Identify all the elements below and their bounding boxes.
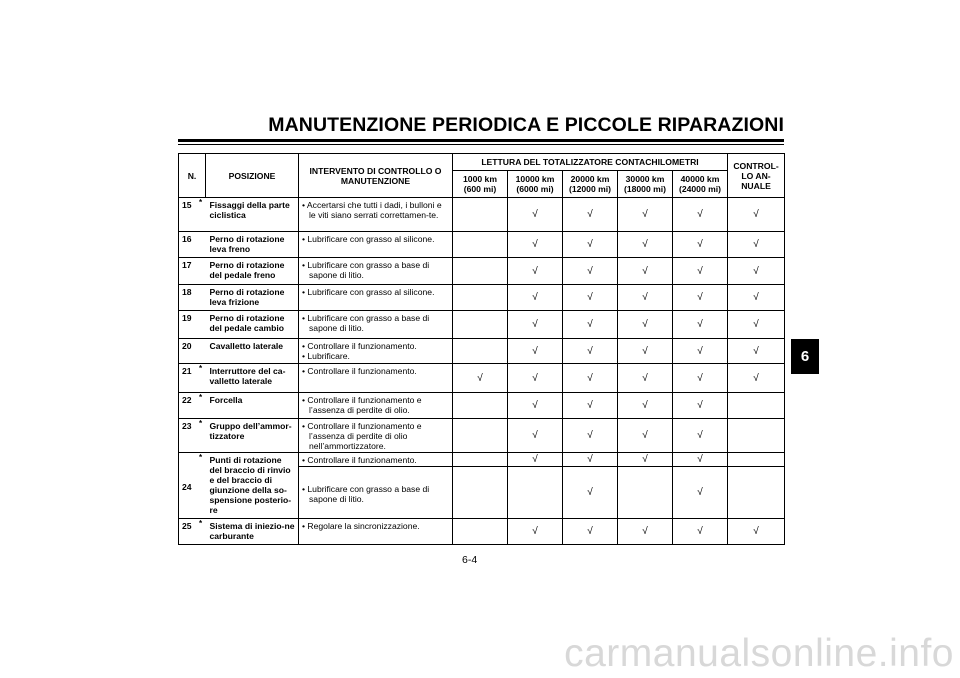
row-number [179,519,206,545]
row-position: Cavalletto laterale [206,339,299,364]
interval-km: 1000 km [463,174,497,184]
table-row [179,339,785,364]
empty-cell [453,453,508,467]
row-position: Perno di rotazione del pedale freno [206,258,299,285]
row-asterisk: * [199,198,203,207]
check-mark: √ [673,339,728,364]
intervention-cell [299,198,453,232]
row-number-text: 15 [182,200,192,210]
check-mark: √ [673,453,728,467]
empty-cell [618,467,673,519]
check-mark: √ [563,258,618,285]
row-position: Gruppo dell’ammor-tizzatore [206,419,299,453]
intervention-cell [299,467,453,519]
intervention-item: • Controllare il funzionamento e l’assenza di perdite di olio nell’ammortizzatore. [302,421,422,451]
row-number [179,393,206,419]
check-mark: √ [508,393,563,419]
interval-km: 20000 km [570,174,610,184]
check-mark: √ [673,393,728,419]
watermark: carmanualsonline.info [564,632,954,675]
row-number [179,419,206,453]
check-mark: √ [563,232,618,258]
row-position: Perno di rotazione leva frizione [206,285,299,311]
maintenance-table [178,153,785,545]
check-mark: √ [618,519,673,545]
intervention-cell [299,311,453,339]
row-number [179,232,206,258]
intervention-cell [299,339,453,364]
row-position: Perno di rotazione leva freno [206,232,299,258]
check-mark: √ [728,198,785,232]
table-row [179,364,785,393]
page-number: 6-4 [462,554,478,566]
check-mark: √ [728,258,785,285]
header-position: POSIZIONE [206,154,299,198]
table-row [179,232,785,258]
table-row [179,519,785,545]
check-mark: √ [563,311,618,339]
intervention-item: • Lubrificare con grasso a base di sapone di litio. [302,483,430,504]
row-number-text: 21 [182,366,192,376]
interval-mi: (24000 mi) [678,184,722,194]
empty-cell [728,393,785,419]
check-mark: √ [508,364,563,393]
interval-mi: (18000 mi) [623,184,667,194]
row-number-text: 23 [182,421,192,431]
row-number [179,339,206,364]
check-mark: √ [563,393,618,419]
intervention-item: • Lubrificare con grasso al silicone. [302,287,435,297]
row-asterisk: * [199,364,203,373]
check-mark: √ [673,285,728,311]
check-mark: √ [728,364,785,393]
check-mark: √ [618,393,673,419]
intervention-item: • Controllare il funzionamento e l’assenza di perdite di olio. [302,395,422,415]
row-number-text: 17 [182,260,192,270]
intervention-cell [299,232,453,258]
check-mark: √ [673,519,728,545]
check-mark: √ [728,232,785,258]
chapter-tab: 6 [791,339,819,374]
row-asterisk: * [199,519,203,528]
table-row [179,419,785,453]
check-mark: √ [728,311,785,339]
empty-cell [453,467,508,519]
row-position: Interruttore del ca-valletto laterale [206,364,299,393]
check-mark: √ [673,311,728,339]
intervention-item: • Lubrificare con grasso al silicone. [302,234,435,244]
check-mark: √ [508,258,563,285]
header-interval [453,171,508,198]
row-number-text: 25 [182,521,192,531]
empty-cell [453,232,508,258]
check-mark: √ [508,285,563,311]
header-interval [563,171,618,198]
header-n: N. [179,154,206,198]
check-mark: √ [618,198,673,232]
header-interval [673,171,728,198]
empty-cell [453,339,508,364]
table-row [179,198,785,232]
intervention-cell [299,258,453,285]
check-mark: √ [673,232,728,258]
empty-cell [508,467,563,519]
check-mark: √ [673,467,728,519]
row-number [179,364,206,393]
check-mark: √ [563,467,618,519]
row-position: Fissaggi della parte ciclistica [206,198,299,232]
intervention-item: • Lubrificare. [302,351,350,361]
title-rule-thin [178,144,784,145]
empty-cell [453,311,508,339]
check-mark: √ [563,419,618,453]
row-position: Sistema di iniezio-ne carburante [206,519,299,545]
row-number [179,258,206,285]
header-annual: CONTROL-LO AN-NUALE [728,154,785,198]
check-mark: √ [618,311,673,339]
empty-cell [453,393,508,419]
intervention-item: • Regolare la sincronizzazione. [302,521,420,531]
row-number [179,198,206,232]
empty-cell [728,419,785,453]
row-asterisk: * [199,393,203,402]
check-mark: √ [563,285,618,311]
interval-km: 30000 km [625,174,665,184]
intervention-cell [299,419,453,453]
check-mark: √ [618,339,673,364]
interval-km: 40000 km [680,174,720,184]
intervention-item: • Controllare il funzionamento. [302,341,417,351]
check-mark: √ [563,198,618,232]
interval-mi: (12000 mi) [568,184,612,194]
check-mark: √ [673,364,728,393]
title-rule-thick [178,139,784,142]
check-mark: √ [508,311,563,339]
interval-mi: (6000 mi) [516,184,554,194]
empty-cell [728,453,785,467]
check-mark: √ [508,232,563,258]
intervention-item: • Accertarsi che tutti i dadi, i bulloni e le viti siano serrati correttamen-te. [302,200,442,220]
intervention-item: • Controllare il funzionamento. [302,455,417,465]
row-asterisk: * [199,453,203,462]
check-mark: √ [508,519,563,545]
row-number-text: 22 [182,395,192,405]
check-mark: √ [728,339,785,364]
empty-cell [453,285,508,311]
header-intervention: INTERVENTO DI CONTROLLO O MANUTENZIONE [299,154,453,198]
check-mark: √ [563,339,618,364]
check-mark: √ [508,198,563,232]
intervention-cell [299,519,453,545]
intervention-item: • Lubrificare con grasso a base di sapone di litio. [302,260,430,280]
row-asterisk: * [199,419,203,428]
check-mark: √ [563,519,618,545]
row-position: Perno di rotazione del pedale cambio [206,311,299,339]
row-number [179,453,206,519]
check-mark: √ [673,258,728,285]
row-position: Punti di rotazione del braccio di rinvio e del braccio di giunzione della so-spensione posterio-re [206,453,299,519]
check-mark: √ [618,419,673,453]
interval-km: 10000 km [515,174,555,184]
intervention-cell [299,285,453,311]
check-mark: √ [618,258,673,285]
table-row [179,311,785,339]
empty-cell [728,467,785,519]
check-mark: √ [618,364,673,393]
empty-cell [453,519,508,545]
intervention-item: • Controllare il funzionamento. [302,366,417,376]
empty-cell [453,258,508,285]
page-title: MANUTENZIONE PERIODICA E PICCOLE RIPARAZIONI [268,114,784,136]
row-number-text: 18 [182,287,192,297]
check-mark: √ [508,453,563,467]
table-row [179,285,785,311]
check-mark: √ [618,232,673,258]
row-number-text: 20 [182,341,192,351]
header-interval [618,171,673,198]
row-number [179,311,206,339]
check-mark: √ [618,285,673,311]
check-mark: √ [508,419,563,453]
empty-cell [453,198,508,232]
check-mark: √ [618,453,673,467]
row-number-text: 16 [182,234,192,244]
intervention-cell [299,453,453,467]
header-odometer: LETTURA DEL TOTALIZZATORE CONTACHILOMETRI [453,154,728,171]
row-number [179,285,206,311]
empty-cell [453,419,508,453]
header-interval [508,171,563,198]
check-mark: √ [673,419,728,453]
table-row [179,453,785,467]
row-number-text: 19 [182,313,192,323]
intervention-item: • Lubrificare con grasso a base di sapone di litio. [302,313,430,333]
intervention-cell [299,393,453,419]
table-row [179,258,785,285]
row-number-text: 24 [182,481,192,492]
check-mark: √ [508,339,563,364]
check-mark: √ [728,285,785,311]
row-position: Forcella [206,393,299,419]
check-mark: √ [563,364,618,393]
check-mark: √ [563,453,618,467]
interval-mi: (600 mi) [463,184,497,194]
check-mark: √ [728,519,785,545]
check-mark: √ [673,198,728,232]
table-row [179,393,785,419]
intervention-cell [299,364,453,393]
check-mark: √ [453,364,508,393]
